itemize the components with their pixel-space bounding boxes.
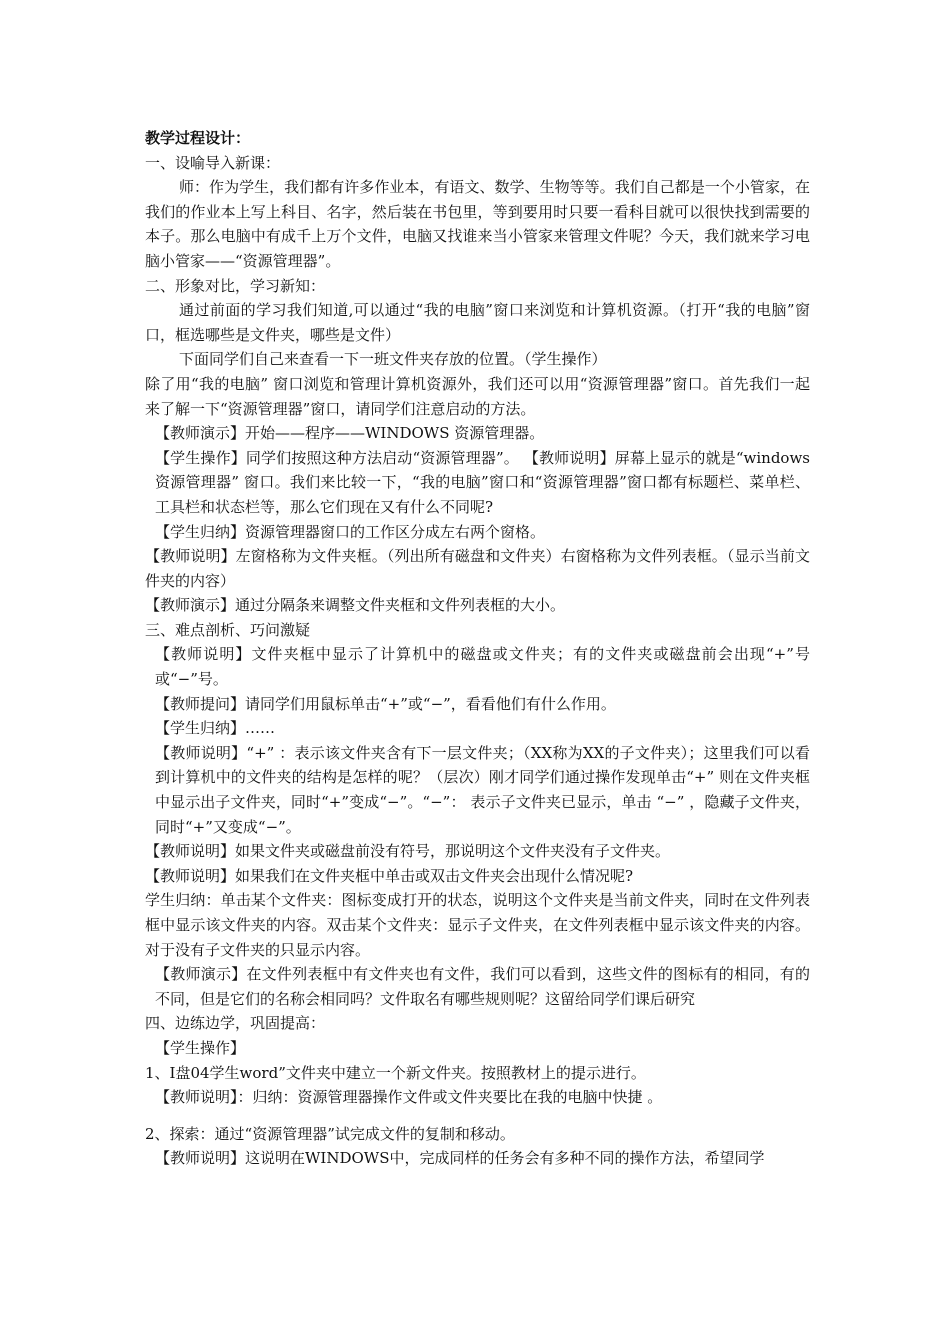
paragraph: 【教师演示】通过分隔条来调整文件夹框和文件列表框的大小。 [145,596,566,615]
paragraph: 【教师说明】左窗格称为文件夹框。（列出所有磁盘和文件夹）右窗格称为文件列表框。（显示当前文件夹的内容） [145,547,810,590]
paragraph: 【学生操作】 [155,1038,246,1057]
section-heading: 一、设喻导入新课： [145,153,281,172]
paragraph: 【教师演示】在文件列表框中有文件夹也有文件，我们可以看到，这些文件的图标有的相同，有的不同，但是它们的名称会相同吗？文件取名有哪些规则呢？这留给同学们课后研究 [155,965,810,1008]
section-heading: 四、边练边学，巩固提高： [145,1014,326,1033]
paragraph: 学生归纳：单击某个文件夹：图标变成打开的状态，说明这个文件夹是当前文件夹，同时在文件列表框中显示该文件夹的内容。双击某个文件夹：显示子文件夹，在文件列表框中显示该文件夹的内容。对于没有子文件夹的只显示内容。 [145,891,810,959]
paragraph: 【学生操作】同学们按照这种方法启动“资源管理器”。 【教师说明】屏幕上显示的就是“windows资源管理器” 窗口。我们来比较一下，“我的电脑”窗口和“资源管理器”窗口都有标题栏、菜单栏、工具栏和状态栏等，那么它们现在又有什么不同呢? [155,448,810,516]
paragraph: 师：作为学生，我们都有许多作业本，有语文、数学、生物等等。我们自己都是一个小管家，在我们的作业本上写上科目、名字，然后装在书包里，等到要用时只要一看科目就可以很快找到需要的本子。那么电脑中有成千上万个文件，电脑又找谁来当小管家来管理文件呢？今天，我们就来学习电脑小管家——“资源管理器”。 [145,178,810,270]
paragraph: 【教师说明】“+” ：表示该文件夹含有下一层文件夹；（XX称为XX的子文件夹）；这里我们可以看到计算机中的文件夹的结构是怎样的呢？（层次）刚才同学们通过操作发现单击“+” 则在文件夹框中显示出子文件夹，同时“+”变成“−”。“−”： 表示子文件夹已显示，单击 “−” ，隐藏子文件夹，同时“+”又变成“−”。 [155,743,810,836]
paragraph: 1、I盘04学生word”文件夹中建立一个新文件夹。按照教材上的提示进行。 [145,1063,646,1082]
paragraph: 【学生归纳】资源管理器窗口的工作区分成左右两个窗格。 [155,522,546,541]
paragraph: 【教师说明】如果文件夹或磁盘前没有符号，那说明这个文件夹没有子文件夹。 [145,842,671,861]
section-heading: 二、形象对比，学习新知： [145,276,326,295]
paragraph: 2、探索：通过“资源管理器”试完成文件的复制和移动。 [145,1124,515,1143]
paragraph: 【教师说明】如果我们在文件夹框中单击或双击文件夹会出现什么情况呢? [145,866,634,885]
paragraph: 【教师演示】开始——程序——WINDOWS 资源管理器。 [155,424,545,443]
paragraph: 【教师提问】请同学们用鼠标单击“+”或“−”，看看他们有什么作用。 [155,694,616,713]
paragraph: 除了用“我的电脑” 窗口浏览和管理计算机资源外，我们还可以用“资源管理器”窗口。首先我们一起来了解一下“资源管理器”窗口，请同学们注意启动的方法。 [145,374,810,418]
paragraph: 【教师说明】文件夹框中显示了计算机中的磁盘或文件夹；有的文件夹或磁盘前会出现“+”号或“−”号。 [155,645,810,689]
document-heading: 教学过程设计： [145,129,251,147]
paragraph-list [145,151,810,1171]
paragraph: 【学生归纳】…… [155,719,276,738]
paragraph: 通过前面的学习我们知道,可以通过“我的电脑”窗口来浏览和计算机资源。（打开“我的电脑”窗口，框选哪些是文件夹，哪些是文件） [145,301,810,344]
blank-line [145,1110,810,1122]
paragraph: 【教师说明】：归纳：资源管理器操作文件或文件夹要比在我的电脑中快捷 。 [155,1088,663,1107]
paragraph: 【教师说明】这说明在WINDOWS中，完成同样的任务会有多种不同的操作方法，希望同学 [155,1149,765,1168]
document-body [145,126,810,1171]
paragraph: 下面同学们自己来查看一下一班文件夹存放的位置。（学生操作） [179,350,607,369]
section-heading: 三、难点剖析、巧问激疑 [145,620,311,639]
